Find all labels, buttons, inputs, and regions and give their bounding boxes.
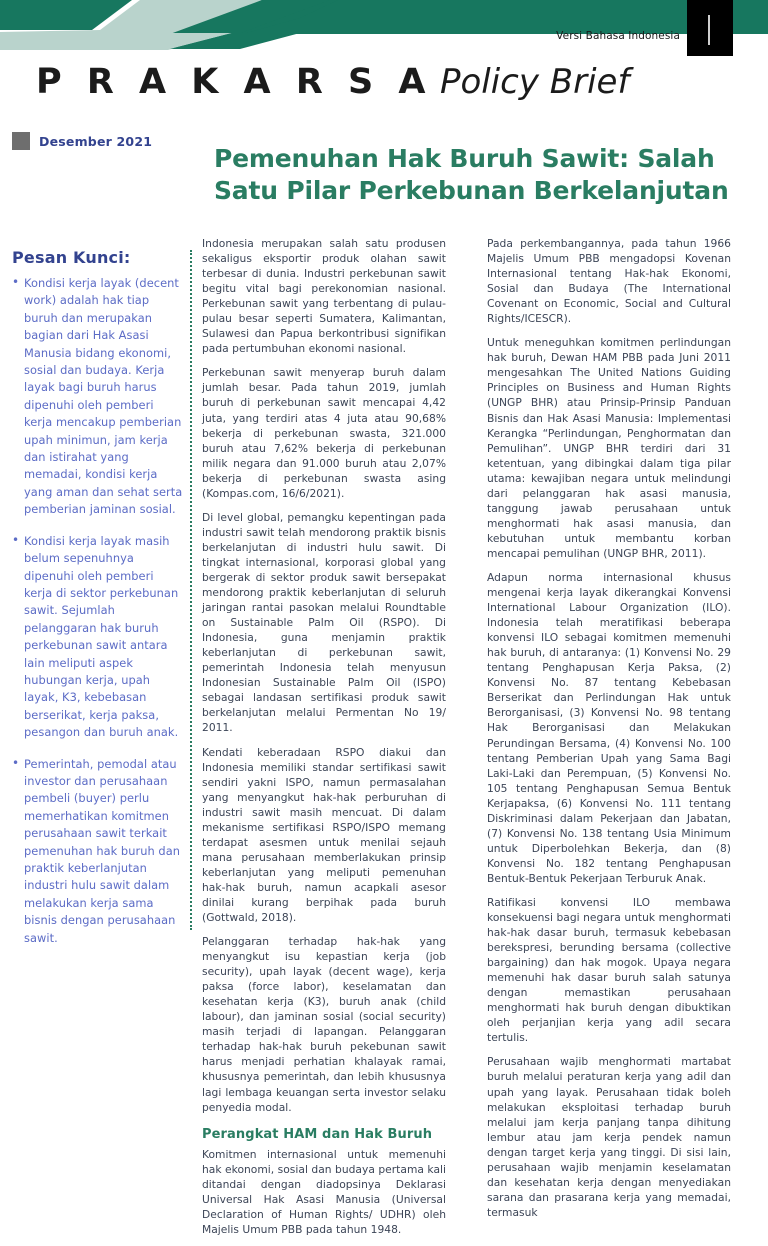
section-heading: Perangkat HAM dan Hak Buruh xyxy=(202,1126,433,1142)
list-item: • Pemerintah, pemodal atau investor dan perusahaan pembeli (buyer) perlu memerhatikan komitmen perusahaan sawit terkait pemenuhan hak buruh dan praktik keberlanjutan industri hulu sawit dalam melakukan kerja sama bisnis dengan perusahaan sawit. xyxy=(12,756,184,947)
body-column-right xyxy=(487,236,731,1229)
badge-tick xyxy=(708,15,710,45)
key-messages-heading: Pesan Kunci: xyxy=(12,248,131,267)
paragraph: Untuk meneguhkan komitmen perlindungan hak buruh, Dewan HAM PBB pada Juni 2011 mengesahkan The United Nations Guiding Principles on Business and Human Rights (UNGP BHR) atau Prinsip-Prinsip Panduan Bisnis dan Hak Asasi Manusia: Implementasi Kerangka “Perlindungan, Penghormatan dan Pemulihan”. UNGP BHR terdiri dari 31 ketentuan, yang dibingkai dalam tiga pilar utama: kewajiban negara untuk melindungi dari pelanggaran hak asasi manusia, tanggung jawab perusahaan untuk menghormati hak asasi manusia, dan kebutuhan untuk membantu korban mencapai pemulihan (UNGP BHR, 2011). xyxy=(487,336,731,560)
list-item: • Kondisi kerja layak (decent work) adalah hak tiap buruh dan merupakan bagian dari Hak Asasi Manusia bidang ekonomi, sosial dan budaya. Kerja layak bagi buruh harus dipenuhi oleh pemberi kerja mencakup pemberian upah minimun, jam kerja dan istirahat yang memadai, kondisi kerja yang aman dan sehat serta pemberian jaminan sosial. xyxy=(12,275,184,519)
paragraph: Perusahaan wajib menghormati martabat buruh melalui peraturan kerja yang adil dan upah yang layak. Perusahaan tidak boleh melakukan eksploitasi terhadap buruh melalui jam kerja panjang tanpa dihitung lembur atau jam kerja pendek namun dengan target kerja yang tinggi. Di sisi lain, perusahaan wajib menjamin keselamatan dan kesehatan kerja dengan menyediakan sarana dan prasarana kerja yang memadai, termasuk xyxy=(487,1055,731,1219)
brand-name: P R A K A R S A xyxy=(36,62,432,102)
dateline-square-icon xyxy=(12,132,30,150)
publication-date: Desember 2021 xyxy=(39,133,153,149)
paragraph: Pelanggaran terhadap hak-hak yang menyangkut isu kepastian kerja (job security), upah layak (decent wage), kerja paksa (force labor), keselamatan dan kesehatan kerja (K3), buruh anak (child labour), dan jaminan sosial (social security) masih terjadi di lapangan. Pelanggaran terhadap hak-hak buruh pekebunan sawit harus menjadi perhatian khalayak ramai, khususnya pemerintah, dan lebih khususnya lagi lembaga keuangan serta investor selaku penyedia modal. xyxy=(202,935,446,1114)
language-label: Versi Bahasa Indonesia xyxy=(556,30,680,42)
page-number: 29 xyxy=(688,64,732,103)
masthead xyxy=(36,62,629,112)
paragraph: Pada perkembangannya, pada tahun 1966 Majelis Umum PBB mengadopsi Kovenan Internasional tentang Hak-hak Ekonomi, Sosial dan Budaya (The International Covenant on Economic, Social and Cultural Rights/ICESCR). xyxy=(487,237,731,326)
page-title: Pemenuhan Hak Buruh Sawit: Salah Satu Pilar Perkebunan Berkelanjutan xyxy=(214,144,729,205)
body-column-middle xyxy=(202,236,446,1246)
paragraph: Di level global, pemangku kepentingan pada industri sawit telah mendorong praktik bisnis berkelanjutan di industri hulu sawit. Di tingkat internasional, korporasi global yang bergerak di sektor produk sawit bersepakat mendorong praktik keberlanjutan di seluruh jaringan rantai pasokan melalui Roundtable on Sustainable Palm Oil (RSPO). Di Indonesia, guna menjamin praktik keberlanjutan di perkebunan sawit, pemerintah Indonesia telah menyusun Indonesian Sustainable Palm Oil (ISPO) sebagai landasan sertifikasi produk sawit berkelanjutan melalui Permentan No 19/ 2011. xyxy=(202,510,446,735)
paragraph: Komitmen internasional untuk memenuhi hak ekonomi, sosial dan budaya pertama kali ditandai dengan diadopsinya Deklarasi Universal Hak Asasi Manusia (Universal Declaration of Human Rights/ UDHR) oleh Majelis Umum PBB pada tahun 1948. xyxy=(202,1147,446,1236)
key-messages-list xyxy=(12,275,184,947)
paragraph: Kendati keberadaan RSPO diakui dan Indonesia memiliki standar sertifikasi sawit sendiri yakni ISPO, namun permasalahan yang menyangkut hak-hak perburuhan di industri sawit masih mencuat. Di dalam mekanisme sertifikasi RSPO/ISPO memang terdapat asesmen untuk menilai sejauh mana perusahaan memberlakukan prinsip keberlanjutan yang meliputi pemenuhan hak-hak buruh, namun acapkali asesor dinilai kurang berpihak pada buruh (Gottwald, 2018). xyxy=(202,745,446,925)
brand-subtitle: Policy Brief xyxy=(439,62,630,102)
list-item: • Kondisi kerja layak masih belum sepenuhnya dipenuhi oleh pemberi kerja di sektor perkebunan sawit. Sejumlah pelanggaran hak buruh perkebunan sawit antara lain meliputi aspek hubungan kerja, upah layak, K3, kebebasan berserikat, kerja paksa, pesangon dan buruh anak. xyxy=(12,533,184,742)
paragraph: Adapun norma internasional khusus mengenai kerja layak dikerangkai Konvensi International Labour Organization (ILO). Indonesia telah meratifikasi beberapa konvensi ILO sebagai komitmen memenuhi hak buruh, di antaranya: (1) Konvensi No. 29 tentang Penghapusan Kerja Paksa, (2) Konvensi No. 87 tentang Kebebasan Berserikat dan Perlindungan Hak untuk Berorganisasi, (3) Konvensi No. 98 tentang Hak Berorganisasi dan Melakukan Perundingan Bersama, (4) Konvensi No. 100 tentang Pemberian Upah yang Sama Bagi Laki-Laki dan Perempuan, (5) Konvensi No. 105 tentang Penghapusan Semua Bentuk Kerjapaksa, (6) Konvensi No. 111 tentang Diskriminasi dalam Pekerjaan dan Jabatan, (7) Konvensi No. 138 tentang Usia Minimum untuk Diperbolehkan Bekerja, dan (8) Konvensi No. 182 tentang Penghapusan Bentuk-Bentuk Pekerjaan Terburuk Anak. xyxy=(487,570,731,885)
paragraph: Perkebunan sawit menyerap buruh dalam jumlah besar. Pada tahun 2019, jumlah buruh di perkebunan sawit mencapai 4,42 juta, yang terdiri atas 4 juta atau 90,68% bekerja di perkebunan swasta, 321.000 buruh atau 7,62% bekerja di perkebunan milik negara dan 91.000 buruh atau 2,07% bekerja di perkebunan swasta asing (Kompas.com, 16/6/2021). xyxy=(202,366,446,500)
sidebar-divider xyxy=(190,250,192,930)
paragraph: Indonesia merupakan salah satu produsen sekaligus eksportir produk olahan sawit terbesar di dunia. Industri perkebunan sawit begitu vital bagi perekonomian nasional. Perkebunan sawit yang terbentang di pulau-pulau besar seperti Sumatera, Kalimantan, Sulawesi dan Papua berkontribusi signifikan pada pertumbuhan ekonomi nasional. xyxy=(202,237,446,356)
page-number-badge xyxy=(687,0,733,103)
dateline xyxy=(12,132,152,150)
paragraph: Ratifikasi konvensi ILO membawa konsekuensi bagi negara untuk menghormati hak-hak dasar buruh, termasuk kebebasan berekspresi, berunding bersama (collective bargaining) dan hak mogok. Upaya negara memenuhi hak dasar buruh salah satunya dengan memastikan perusahaan menghormati hak buruh dengan dibuktikan oleh perjanjian kerja yang adil secara tertulis. xyxy=(487,895,731,1045)
key-messages-sidebar xyxy=(12,248,184,961)
